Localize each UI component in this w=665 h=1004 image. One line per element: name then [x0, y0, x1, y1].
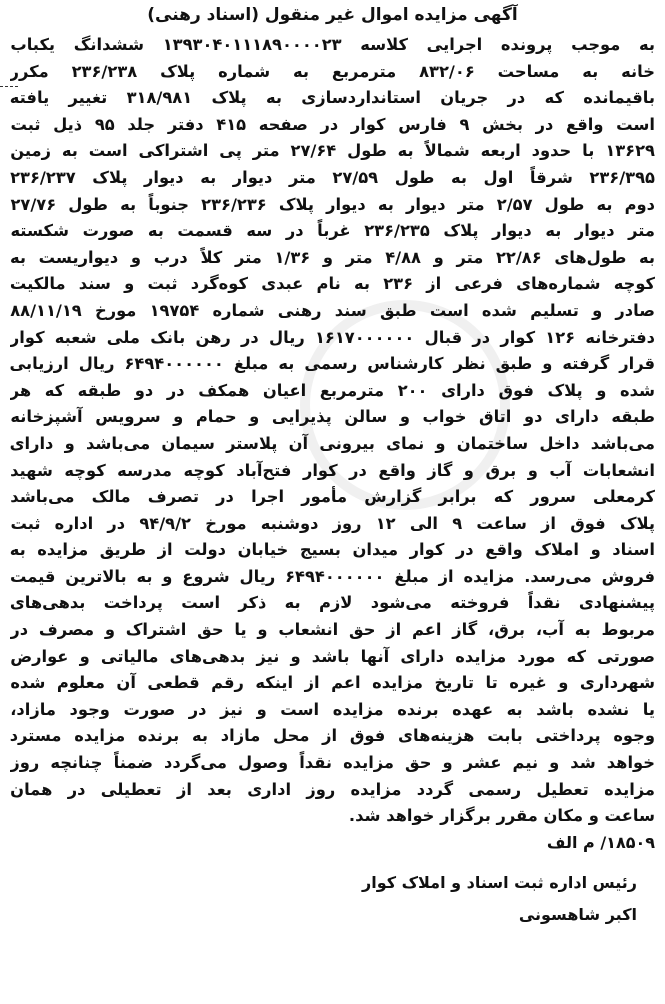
notice-line: دفترخانه ۱۲۶ کوار در قبال ۱۶۱۷۰۰۰۰۰۰ ریال در رهن بانک ملی شعبه کوار	[10, 327, 655, 347]
notice-line: ساعت و مکان مقرر برگزار خواهد شد.	[348, 806, 655, 826]
notice-reference: ۱۸۵۰۹/ م الف	[546, 832, 655, 852]
notice-line: متر دیوار به دیوار پلاک ۲۳۶/۲۳۵ غرباً در سه قسمت به صورت شکسته	[10, 221, 655, 241]
notice-line: کرمعلی سرور که برابر گزارش مأمور اجرا در تصرف مالک می‌باشد	[10, 487, 655, 507]
notice-line: شده و پلاک فوق دارای ۲۰۰ مترمربع اعیان همکف در دو طبقه که هر	[10, 380, 655, 400]
notice-line: مربوط به آب، برق، گاز اعم از حق انشعاب و یا حق اشتراک و مصرف در	[10, 620, 655, 640]
notice-body	[10, 32, 655, 830]
notice-line: شهرداری و غیره تا تاریخ مزایده اعم از اینکه رقم قطعی آن معلوم شده	[10, 673, 655, 693]
margin-mark	[0, 86, 18, 87]
notice-line: کوچه شماره‌های فرعی از ۲۳۶ به نام عبدی کوه‌گرد ثبت و سند مالکیت	[10, 274, 655, 294]
notice-line: باقیمانده که در جریان استانداردسازی به پلاک ۳۱۸/۹۸۱ تغییر یافته	[10, 88, 655, 108]
notice-line: اسناد و املاک واقع در کوار میدان بسیج خیابان دولت از طریق مزایده به	[10, 540, 655, 560]
notice-line: قرار گرفته و طبق نظر کارشناس رسمی به مبلغ ۶۴۹۴۰۰۰۰۰۰ ریال ارزیابی	[10, 354, 655, 374]
notice-title: آگهی مزایده اموال غیر منقول (اسناد رهنی)	[147, 5, 518, 25]
notice-line: خانه به مساحت ۸۳۲/۰۶ مترمربع به شماره پلاک ۲۳۶/۲۳۸ مکرر	[10, 61, 655, 81]
signature-name: اکبر شاهسونی	[518, 904, 637, 924]
signature-title: رئیس اداره ثبت اسناد و املاک کوار	[362, 872, 637, 892]
notice-line: وجوه پرداختی بابت هزینه‌های فوق از محل مازاد به برنده مزایده مسترد	[10, 726, 655, 746]
notice-line: خواهد شد و نیم عشر و حق مزایده نقداً وصول می‌گردد ضمناً چنانچه روز	[10, 753, 655, 773]
notice-line: پلاک فوق از ساعت ۹ الی ۱۲ روز دوشنبه مورخ ۹۴/۹/۲ در اداره ثبت	[10, 513, 655, 533]
notice-line: به طول‌های ۲۲/۸۶ متر و ۴/۸۸ متر و ۱/۳۶ متر کلاً درب و دیواریست به	[10, 247, 655, 267]
notice-line: ۲۳۶/۳۹۵ شرقاً اول به طول ۲۷/۵۹ متر دیوار به دیوار پلاک ۲۳۶/۲۳۷	[10, 167, 655, 187]
notice-line: مزایده تعطیل رسمی گردد مزایده روز اداری بعد از تعطیلی در همان	[10, 779, 655, 799]
notice-line: به موجب پرونده اجرایی کلاسه ۱۳۹۳۰۴۰۱۱۱۸۹۰۰۰۰۲۳ ششدانگ یکباب	[10, 35, 655, 54]
notice-line: است واقع در بخش ۹ فارس کوار در صفحه ۴۱۵ دفتر جلد ۹۵ ذیل ثبت	[10, 114, 655, 134]
notice-line: می‌باشد داخل ساختمان و نمای بیرونی آن پلاستر سیمان می‌باشد و دارای	[10, 433, 655, 453]
notice-line: یا نشده باشد به عهده برنده مزایده است و نیز در صورت وجود مازاد،	[10, 699, 655, 719]
notice-line: صادر و تسلیم شده است طبق سند رهنی شماره ۱۹۷۵۴ مورخ ۸۸/۱۱/۱۹	[10, 300, 655, 320]
notice-line: ۱۳۶۲۹ با حدود اربعه شمالاً به طول ۲۷/۶۴ متر پی اشتراکی است به زمین	[10, 141, 655, 161]
notice-line: انشعابات آب و برق و گاز واقع در کوار فتح‌آباد کوچه مدرسه کوچه شهید	[10, 460, 655, 480]
notice-line: صورتی که مورد مزایده دارای آنها باشد و نیز بدهی‌های مالیاتی و عوارض	[10, 646, 655, 666]
notice-line: طبقه دارای دو اتاق خواب و سالن پذیرایی و حمام و سرویس آشپزخانه	[10, 407, 655, 427]
notice-line: فروش می‌رسد. مزایده از مبلغ ۶۴۹۴۰۰۰۰۰۰ ریال شروع و به بالاترین قیمت	[10, 566, 655, 586]
notice-line: پیشنهادی نقداً فروخته می‌شود لازم به ذکر است پرداخت بدهی‌های	[10, 593, 655, 613]
notice-line: دوم به طول ۲/۵۷ متر دیوار به دیوار پلاک ۲۳۶/۲۳۶ جنوباً به طول ۲۷/۷۶	[10, 194, 655, 214]
